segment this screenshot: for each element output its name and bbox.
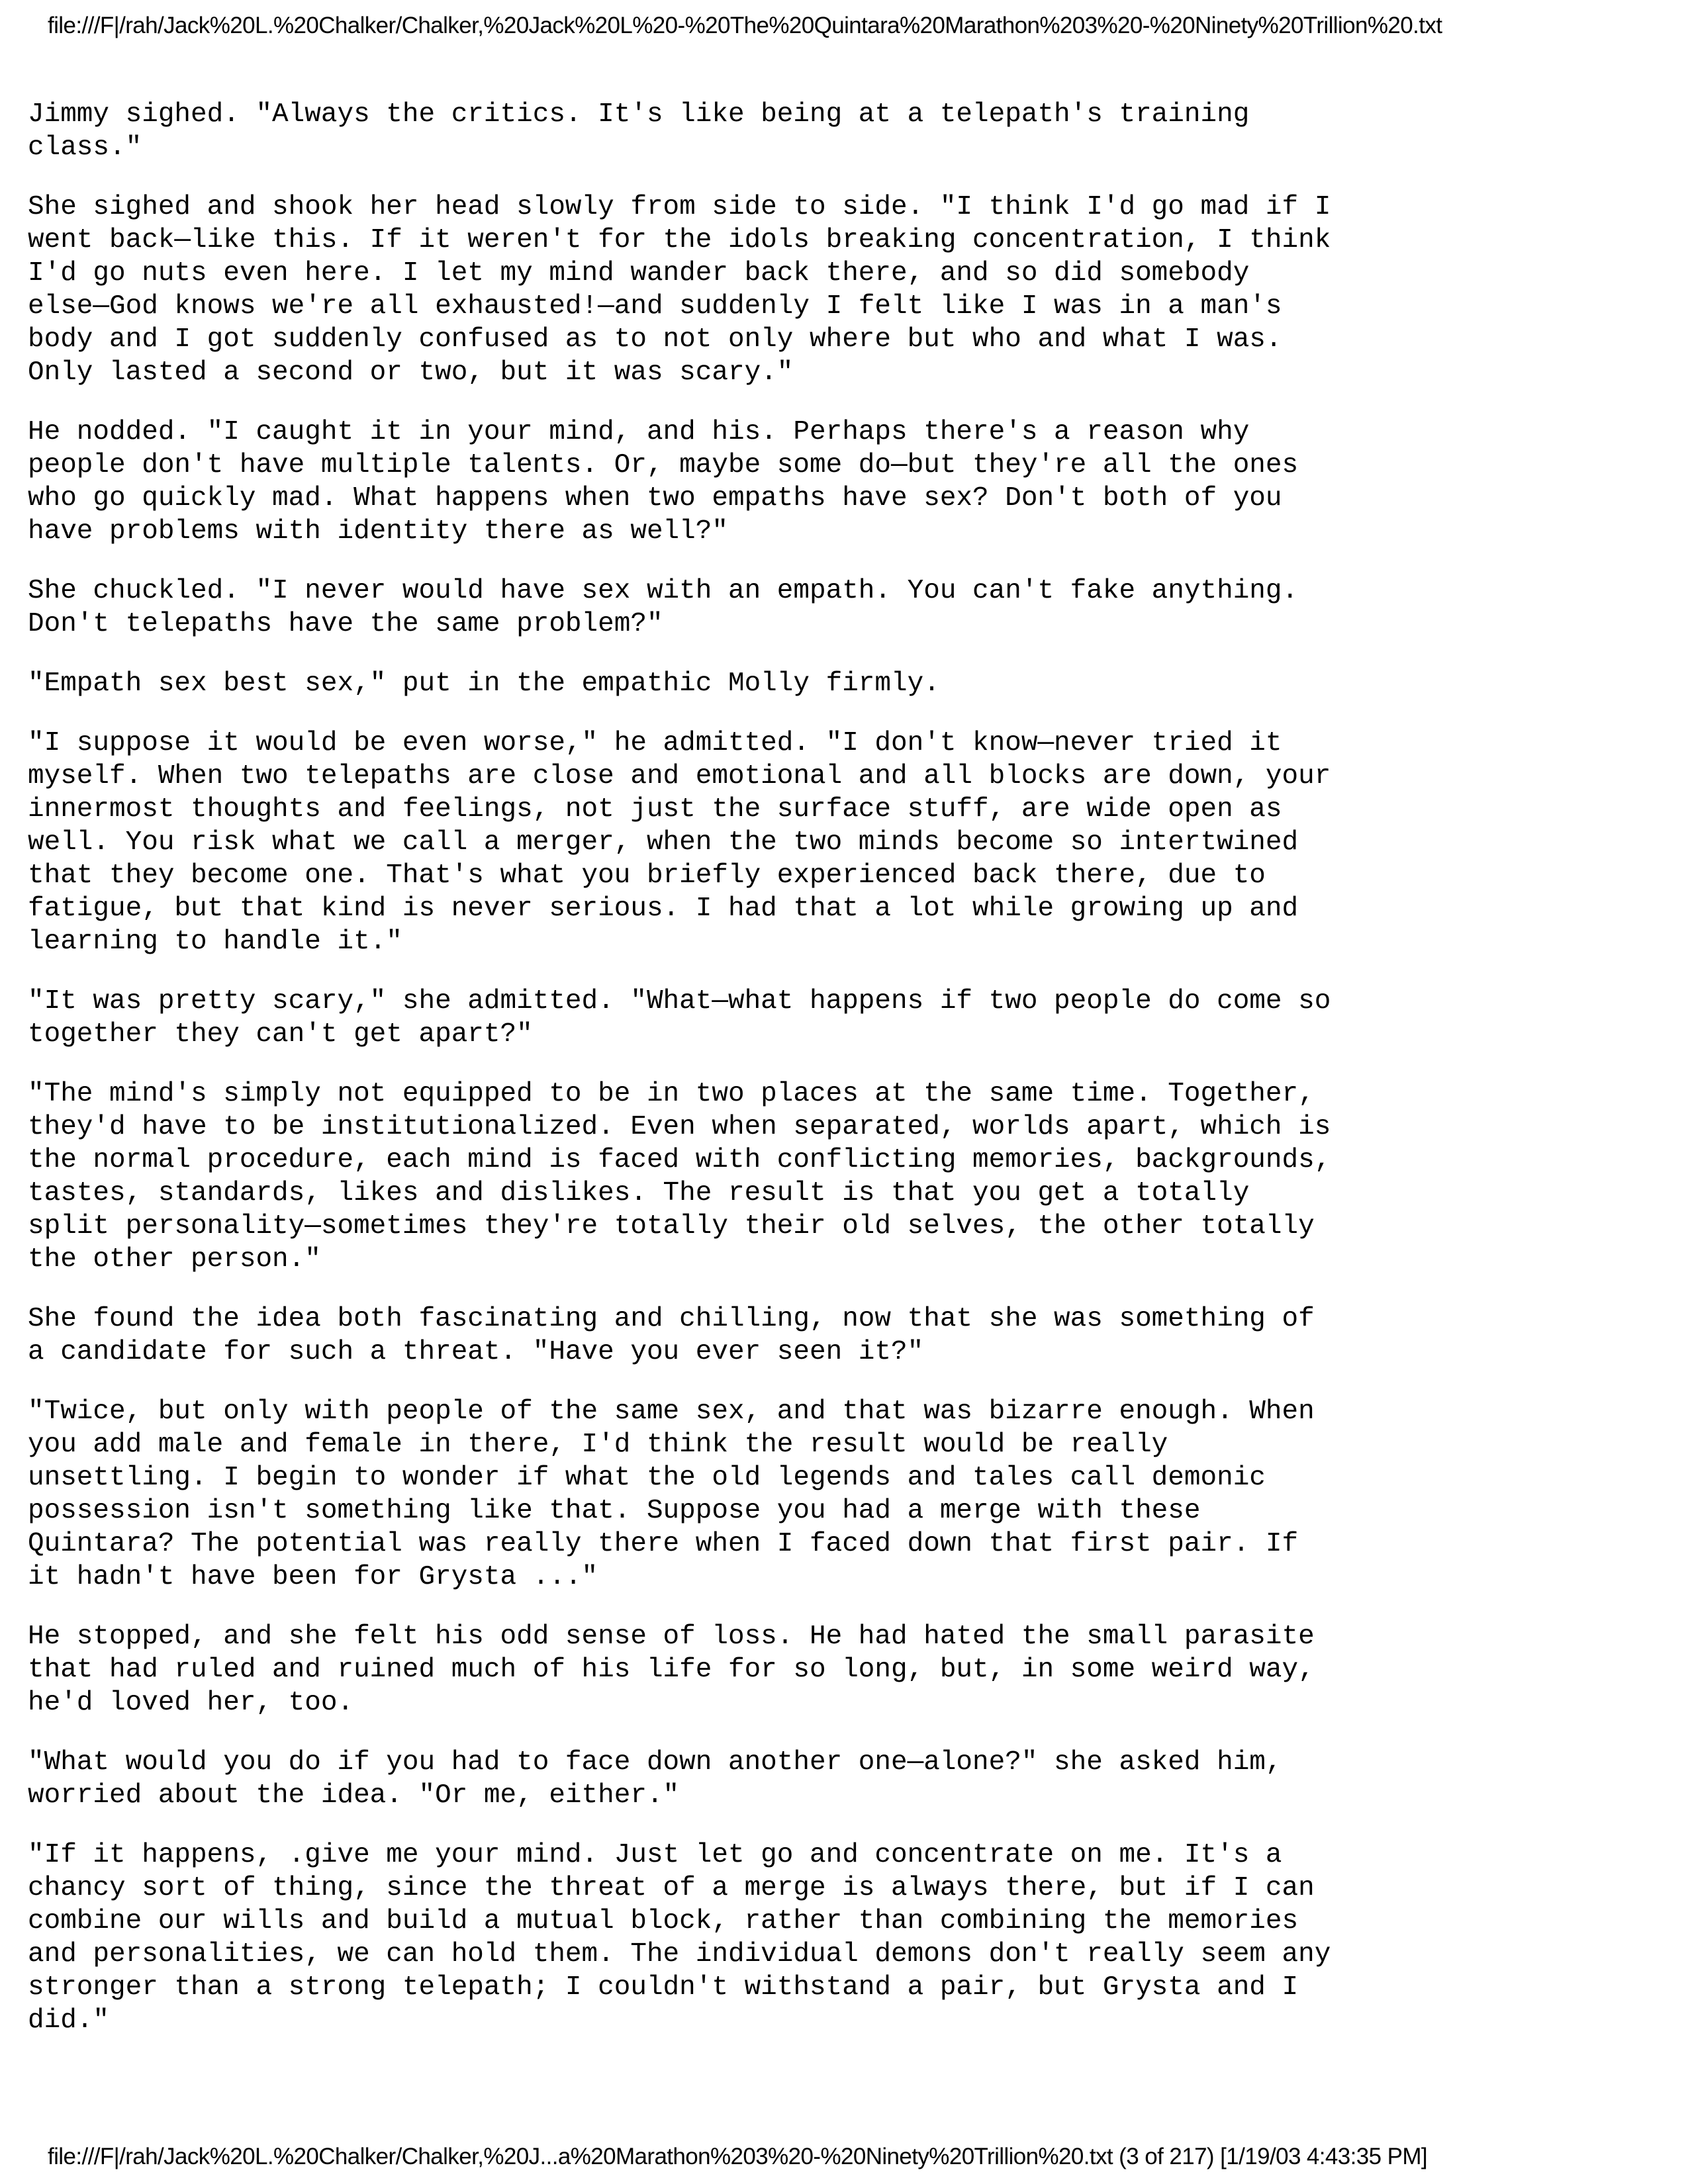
paragraph-7: "It was pretty scary," she admitted. "What—what happens if two people do come so together they can't get apart?" bbox=[28, 986, 1331, 1050]
paragraph-11: He stopped, and she felt his odd sense of loss. He had hated the small parasite that had ruled and ruined much of his life for so long, but, in some weird way, he'd loved her, too. bbox=[28, 1621, 1315, 1718]
paragraph-8: "The mind's simply not equipped to be in two places at the same time. Together, they'd have to be institutionalized. Even when separated, worlds apart, which is the normal procedure, each mind is faced with conflicting memories, backgrounds, tastes, standards, likes and dislikes. The result is that you get a totally split personality—sometimes they're totally their old selves, the other totally the other person." bbox=[28, 1079, 1331, 1275]
paragraph-9: She found the idea both fascinating and chilling, now that she was something of a candidate for such a threat. "Have you ever seen it?" bbox=[28, 1304, 1315, 1367]
paragraph-6: "I suppose it would be even worse," he admitted. "I don't know—never tried it myself. When two telepaths are close and emotional and all blocks are down, your innermost thoughts and feelings, not just the surface stuff, are wide open as well. You risk what we call a merger, when the two minds become so intertwined that they become one. That's what you briefly experienced back there, due to fatigue, but that kind is never serious. I had that a lot while growing up and learning to handle it." bbox=[28, 728, 1331, 957]
paragraph-5: "Empath sex best sex," put in the empathic Molly firmly. bbox=[28, 668, 940, 699]
page-footer-path: file:///F|/rah/Jack%20L.%20Chalker/Chalker,%20J...a%20Marathon%203%20-%20Ninety%20Trillion%20.txt (3 of 217) [1/19/03 4:43:35 PM] bbox=[48, 2144, 1428, 2169]
paragraph-4: She chuckled. "I never would have sex with an empath. You can't fake anything. Don't telepaths have the same problem?" bbox=[28, 576, 1299, 639]
paragraph-10: "Twice, but only with people of the same sex, and that was bizarre enough. When you add male and female in there, I'd think the result would be really unsettling. I begin to wonder if what the old legends and tales call demonic possession isn't something like that. Suppose you had a merge with these Quintara? The potential was really there when I faced down that first pair. If it hadn't have been for Grysta ..." bbox=[28, 1396, 1315, 1592]
paragraph-12: "What would you do if you had to face down another one—alone?" she asked him, worried about the idea. "Or me, either." bbox=[28, 1747, 1282, 1811]
paragraph-13: "If it happens, .give me your mind. Just let go and concentrate on me. It's a chancy sort of thing, since the threat of a merge is always there, but if I can combine our wills and build a mutual block, rather than combining the memories and personalities, we can hold them. The individual demons don't really seem any stronger than a strong telepath; I couldn't withstand a pair, but Grysta and I did." bbox=[28, 1840, 1331, 2036]
paragraph-1: Jimmy sighed. "Always the critics. It's like being at a telepath's training class." bbox=[28, 99, 1250, 163]
page-header-path: file:///F|/rah/Jack%20L.%20Chalker/Chalker,%20Jack%20L%20-%20The%20Quintara%20Marathon%203%20-%20Ninety%20Trillion%20.txt bbox=[48, 13, 1442, 38]
paragraph-3: He nodded. "I caught it in your mind, and his. Perhaps there's a reason why people don't have multiple talents. Or, maybe some do—but they're all the ones who go quickly mad. What happens when two empaths have sex? Don't both of you have problems with identity there as well?" bbox=[28, 417, 1299, 547]
document-body bbox=[28, 98, 1656, 2064]
paragraph-2: She sighed and shook her head slowly from side to side. "I think I'd go mad if I went back—like this. If it weren't for the idols breaking concentration, I think I'd go nuts even here. I let my mind wander back there, and so did somebody else—God knows we're all exhausted!—and suddenly I felt like I was in a man's body and I got suddenly confused as to not only where but who and what I was. Only lasted a second or two, but it was scary." bbox=[28, 192, 1331, 388]
